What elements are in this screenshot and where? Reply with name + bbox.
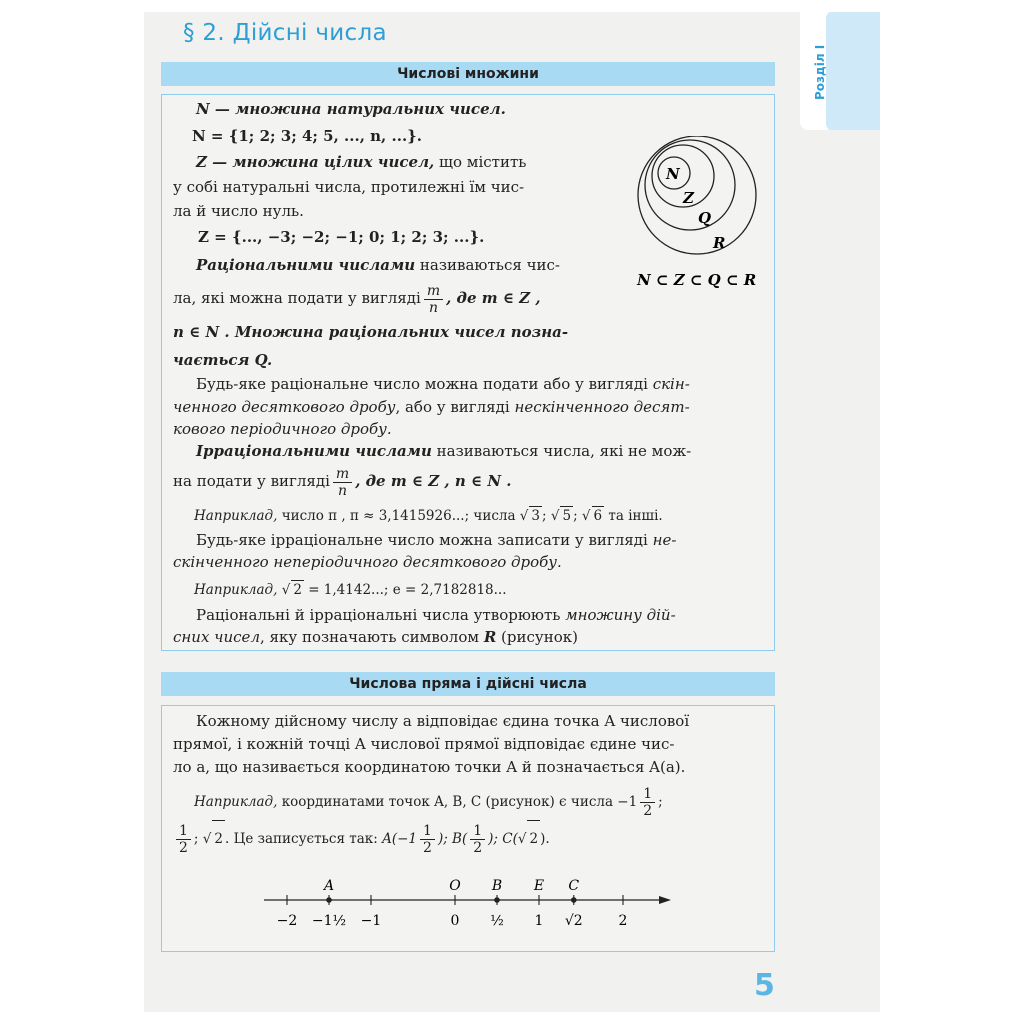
text-span: число π , π ≈ 3,1415926...; числа [277,508,516,524]
rational-def-rest: називаються чис- [415,256,560,274]
text-span: ). [540,831,550,847]
sqrt-value: 6 [593,508,603,524]
text-span: та інші. [604,508,663,524]
irrational-def [196,442,691,460]
natural-set-formula-text: N = {1; 2; 3; 4; 5, ..., n, ...}. [192,127,423,145]
number-line-point-label: A [323,878,335,894]
rational-def-line2 [173,281,541,316]
rational-def [196,256,560,274]
text-span: , де m ∈ Z , [446,289,541,307]
number-line-tick-label: √2 [564,913,583,929]
number-line-point [326,897,332,903]
fraction-numerator: 1 [420,823,435,840]
sqrt-value: 5 [562,508,572,524]
text-span: ла, які можна подати у вигляді [173,289,421,307]
rational-decimal-line3 [173,420,392,438]
text-span: не- [652,531,677,549]
text-line: ла й число нуль. [173,202,304,220]
fraction [176,823,191,856]
text-line: ло a, що називається координатою точки A й позначається A(a). [173,758,686,776]
venn-label-r: R [713,234,726,252]
text-span: Раціональні й ірраціональні числа утворюють [196,606,566,624]
sqrt-value: 2 [293,582,302,598]
text-span: Наприклад, [194,794,278,810]
real-set-line2 [173,628,578,646]
natural-set-def-text: N — множина натуральних чисел. [196,100,506,118]
number-line-point-label: O [449,878,461,894]
fraction [470,823,485,856]
irrational-decimal-example: Наприклад, √ 2 = 1,4142...; e = 2,7182818... [194,582,507,598]
text-span: . Це записується так: [224,831,378,847]
integer-set-term: Z — множина цілих чисел, [196,153,435,171]
text-span: R [483,628,497,646]
integer-set-def [196,153,526,171]
text-span: ); C( [488,831,518,847]
number-line-tick-label: ½ [490,913,504,929]
numeric-sets-header: Числові множини [161,62,775,86]
nested-sets-diagram [628,136,768,296]
fraction-denominator: 2 [643,803,653,819]
fraction-denominator: n [338,482,348,499]
fraction [424,283,443,316]
sqrt-value: 2 [212,820,225,857]
text-span: координатами точок A, B, C (рисунок) є числа −1 [277,794,638,810]
text-span: ); B( [437,831,468,847]
fraction-denominator: 2 [179,840,188,856]
text-line: прямої, і кожній точці A числової прямої відповідає єдине чис- [173,735,675,753]
text-span: , де m ∈ Z , n ∈ N . [355,472,512,490]
number-line-point-label: B [491,878,503,894]
irrational-term: Ірраціональними числами [196,442,432,460]
sqrt-value: 3 [531,508,541,524]
number-line-header: Числова пряма і дійсні числа [161,672,775,696]
irrational-example: Наприклад, число π , π ≈ 3,1415926...; числа √ 3 ; √ 5 ; √ 6 та інші. [194,508,663,524]
irrational-decimal-line1 [196,531,676,549]
coordinates-example-line2: $\frac{1}{2}$ ; √ 2 . Це записується так: A(−1 $\frac{1}{2}$ ); B( $\frac{1}{2}$ ); C(√ 2 ). [173,820,550,857]
set-r-circle [638,136,756,254]
fraction [420,823,435,856]
text-span: скін- [652,375,690,393]
set-q-circle [645,140,735,230]
venn-label-q: Q [698,209,712,227]
irrational-decimal-line2 [173,553,562,571]
fraction-numerator: m [333,466,352,483]
number-line-point-label: C [568,878,580,894]
natural-set-def [196,100,506,118]
text-span: n ∈ N . Множина раціональних чисел позна- [173,323,569,341]
text-span: ; [193,831,199,847]
coordinates-example-line1 [194,785,663,819]
number-line-tick-label: 0 [450,913,460,929]
chapter-tab [826,12,880,130]
rational-decimal-line2 [173,398,690,416]
integer-set-formula [198,228,484,246]
number-line-figure [250,870,690,942]
text-span: нескінченного десят- [514,398,690,416]
text-span: ; [658,794,663,810]
rational-term: Раціональними числами [196,256,416,274]
text-span: множину дій- [565,606,676,624]
fraction-denominator: n [428,299,438,316]
number-line-tick-label: 1 [534,913,544,929]
venn-label-n: N [666,165,680,183]
fraction-denominator: 2 [473,840,483,856]
text-span: чається Q. [173,351,273,369]
text-span: Наприклад, [194,508,278,524]
number-line-tick-label: −1 [360,913,382,929]
fraction-numerator: m [424,283,443,300]
number-line-arrow [659,896,671,904]
number-line-tick-label: −2 [276,913,298,929]
irrational-def-line2 [173,464,511,499]
text-span: кового періодичного дробу. [173,420,392,438]
text-line: у собі натуральні числа, протилежні їм чис- [173,178,525,196]
text-span: , яку позначають символом [260,628,484,646]
text-span: ченного десяткового дробу [173,398,396,416]
text-span: на подати у вигляді [173,472,330,490]
fraction [640,786,655,819]
number-line-tick-label: −1½ [311,913,347,929]
page-number: 5 [754,968,775,1003]
fraction-denominator: 2 [423,840,432,856]
fraction-numerator: 1 [640,786,655,803]
number-line-point-label: E [533,878,545,894]
chapter-tab-label: Розділ І [813,44,827,100]
number-line-point [494,897,500,903]
real-set-line1 [196,606,676,624]
text-span: Будь-яке ірраціональне число можна записати у вигляді [196,531,653,549]
integer-set-rest: що містить [434,153,527,171]
text-span: Будь-яке раціональне число можна подати або у вигляді [196,375,653,393]
text-span: сних чисел [173,628,260,646]
text-span: = 1,4142...; e = 2,7182818... [303,582,507,598]
sqrt-value: 2 [527,820,540,857]
number-line-tick-label: 2 [618,913,628,929]
section-title: § 2. Дійсні числа [183,20,387,46]
rational-set-notation-end [173,351,272,369]
fraction-numerator: 1 [470,823,485,840]
text-span: (рисунок) [496,628,578,646]
integer-set-formula-text: Z = {..., −3; −2; −1; 0; 1; 2; 3; ...}. [198,228,485,246]
text-span: називаються числа, які не мож- [431,442,692,460]
text-span: A(−1 [382,831,418,847]
number-line-point [571,897,577,903]
fraction [333,466,352,499]
rational-decimal-line1 [196,375,690,393]
natural-set-formula [192,127,422,145]
venn-caption: N ⊂ Z ⊂ Q ⊂ R [637,271,757,289]
rational-set-notation [173,323,568,341]
text-span: скінченного неперіодичного десяткового дробу. [173,553,562,571]
text-line: Кожному дійсному числу a відповідає єдина точка A числової [196,712,690,730]
fraction-numerator: 1 [176,823,191,840]
text-span: , або у вигляді [395,398,515,416]
text-span: Наприклад, [194,582,278,598]
venn-label-z: Z [683,189,694,207]
